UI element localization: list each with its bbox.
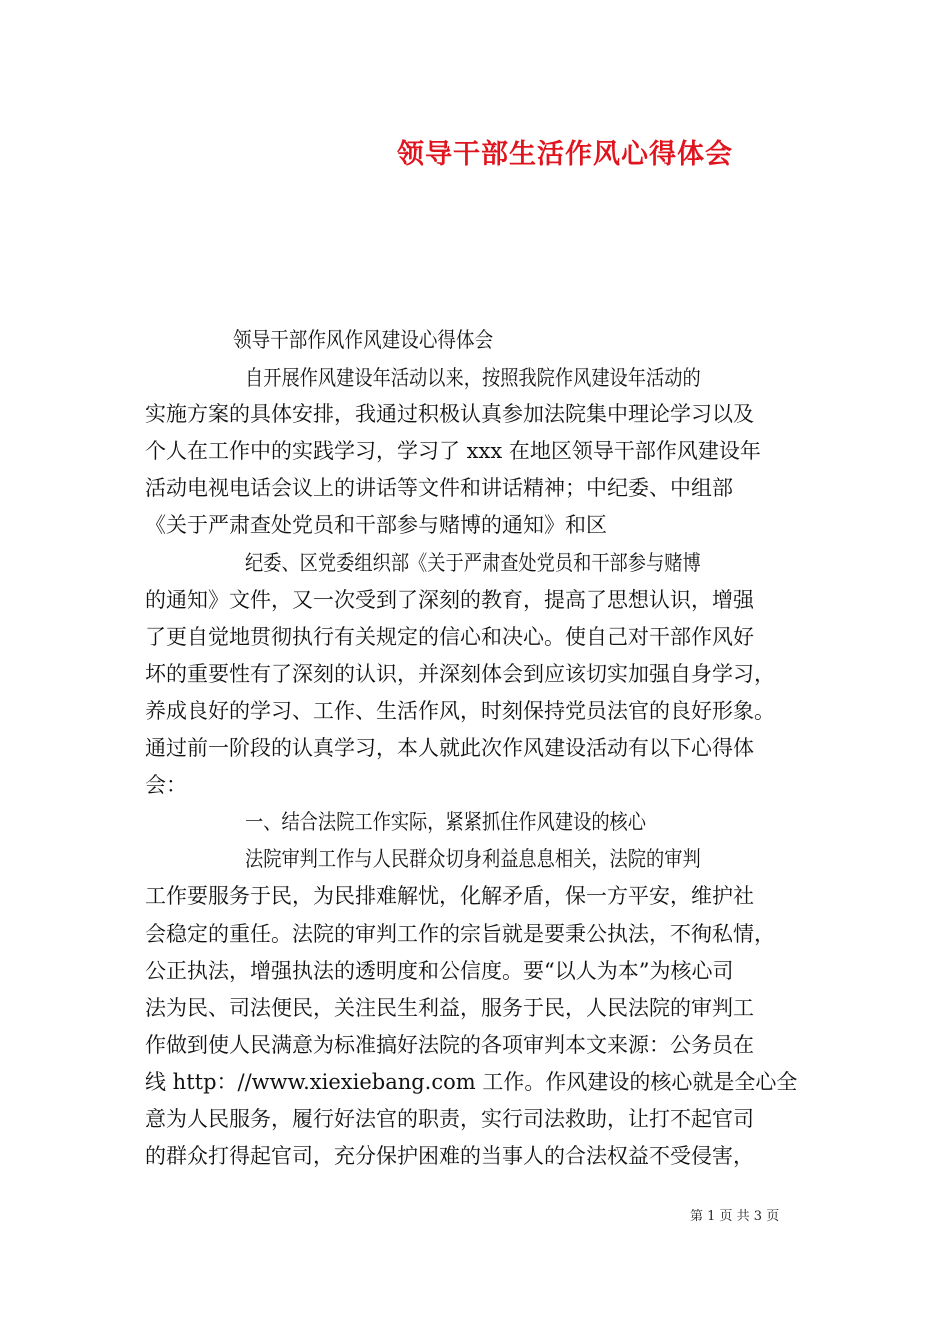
paragraph-line: 意为人民服务，履行好法官的职责，实行司法救助，让打不起官司 bbox=[145, 1107, 754, 1131]
paragraph-line: 的通知》文件，又一次受到了深刻的教育，提高了思想认识，增强 bbox=[145, 588, 754, 612]
paragraph-line: 实施方案的具体安排，我通过积极认真参加法院集中理论学习以及 bbox=[145, 402, 754, 426]
paragraph-line: 了更自觉地贯彻执行有关规定的信心和决心。使自己对干部作风好 bbox=[145, 625, 754, 649]
paragraph-line: 工作要服务于民，为民排难解忧，化解矛盾，保一方平安，维护社 bbox=[145, 884, 754, 908]
paragraph-line: 坏的重要性有了深刻的认识，并深刻体会到应该切实加强自身学习， bbox=[145, 662, 775, 686]
paragraph-line: 作做到使人民满意为标准搞好法院的各项审判本文来源：公务员在 bbox=[145, 1033, 754, 1057]
paragraph-line: 线 http：//www.xiexiebang.com 工作。作风建设的核心就是全心全 bbox=[145, 1070, 798, 1094]
paragraph-line: 养成良好的学习、工作、生活作风，时刻保持党员法官的良好形象。 bbox=[145, 699, 775, 723]
page-number-footer: 第 1 页 共 3 页 bbox=[690, 1209, 780, 1224]
paragraph-line: 通过前一阶段的认真学习，本人就此次作风建设活动有以下心得体 bbox=[145, 736, 754, 760]
paragraph-line: 的群众打得起官司，充分保护困难的当事人的合法权益不受侵害， bbox=[145, 1144, 754, 1168]
paragraph-line: 自开展作风建设年活动以来，按照我院作风建设年活动的 bbox=[245, 366, 701, 390]
subtitle-line: 领导干部作风作风建设心得体会 bbox=[233, 328, 494, 352]
paragraph-line: 法院审判工作与人民群众切身利益息息相关，法院的审判 bbox=[245, 847, 701, 871]
paragraph-line: 公正执法，增强执法的透明度和公信度。要“以人为本”为核心司 bbox=[145, 959, 734, 983]
paragraph-line: 法为民、司法便民，关注民生利益，服务于民，人民法院的审判工 bbox=[145, 996, 754, 1020]
paragraph-line: 纪委、区党委组织部《关于严肃查处党员和干部参与赌博 bbox=[245, 551, 701, 575]
document-title: 领导干部生活作风心得体会 bbox=[397, 139, 733, 170]
section-heading: 一、结合法院工作实际，紧紧抓住作风建设的核心 bbox=[245, 810, 647, 834]
paragraph-line: 会： bbox=[145, 773, 187, 797]
paragraph-line: 个人在工作中的实践学习，学习了 xxx 在地区领导干部作风建设年 bbox=[145, 439, 761, 463]
paragraph-line: 会稳定的重任。法院的审判工作的宗旨就是要秉公执法，不徇私情， bbox=[145, 922, 775, 946]
paragraph-line: 《关于严肃查处党员和干部参与赌博的通知》和区 bbox=[145, 513, 607, 537]
paragraph-line: 活动电视电话会议上的讲话等文件和讲话精神；中纪委、中组部 bbox=[145, 476, 733, 500]
